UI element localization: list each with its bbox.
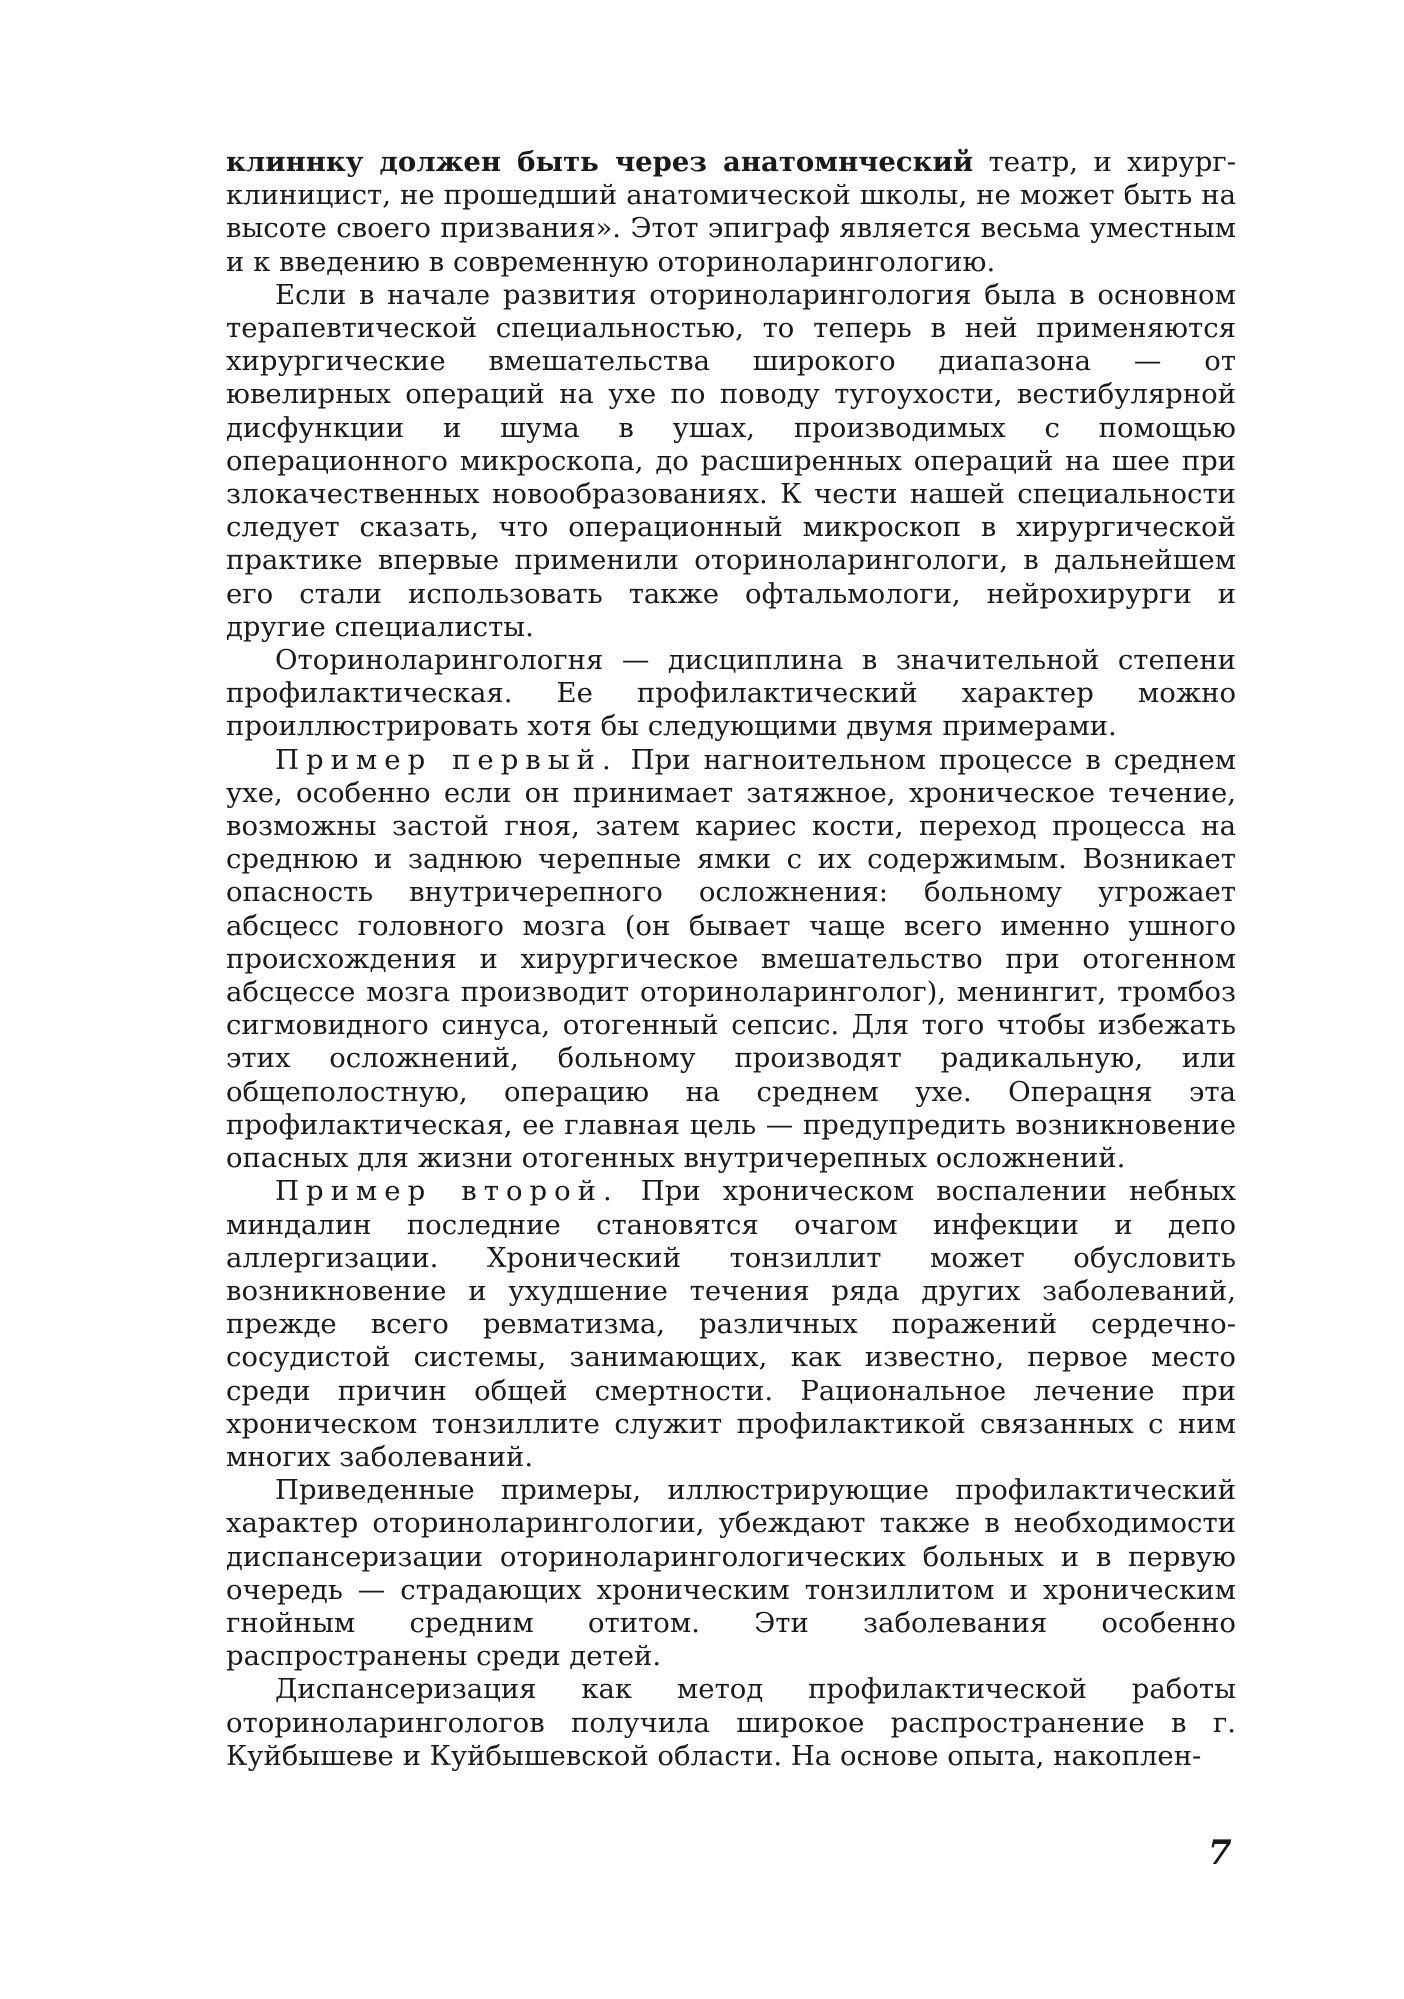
paragraph-7: Диспансеризация как метод профилактической работы оториноларингологов получила широкое распространение в г. Куйбышеве и Куйбышевской области. На основе опыта, накоплен-: [226, 1673, 1236, 1772]
paragraph-3: Оториноларингологня — дисциплина в значительной степени профилактическая. Ее профилактический характер можно проиллюстрировать хотя бы следующими двумя примерами.: [226, 644, 1236, 743]
paragraph-example-1: [226, 744, 1236, 1176]
page-body: [226, 146, 1236, 1773]
example-1-text: При нагноительном процессе в среднем ухе, особенно если он принимает затяжное, хроническое течение, возможны застой гноя, затем кариес кости, переход процесса на среднюю и заднюю черепные ямки с их содержимым. Возникает опасность внутричерепного осложнения: больному угрожает абсцесс головного мозга (он бывает чаще всего именно ушного происхождения и хирургическое вмешательство при отогенном абсцессе мозга производит оториноларинголог), менингит, тромбоз сигмовидного синуса, отогенный сепсис. Для того чтобы избежать этих осложнений, больному производят радикальную, или общеполостную, операцию на среднем ухе. Операцня эта профилактическая, ее главная цель — предупредить возникновение опасных для жизни отогенных внутричерепных осложнений.: [226, 743, 1236, 1175]
paragraph-6: Приведенные примеры, иллюстрирующие профилактический характер оториноларингологии, убеждают также в необходимости диспансеризации оториноларингологических больных и в первую очередь — страдающих хроническим тонзиллитом и хроническим гнойным средним отитом. Эти заболевания особенно распространены среди детей.: [226, 1474, 1236, 1673]
example-1-heading: Пример первый.: [275, 743, 618, 776]
paragraph-1-text: театр, и хирург-клиницист, не прошедший анатомической школы, не может быть на высоте своего призвания». Этот эпиграф является весьма уместным и к введению в современную оториноларингологию.: [226, 146, 1236, 278]
paragraph-1: [226, 146, 1236, 279]
paragraph-example-2: [226, 1175, 1236, 1474]
page-number: 7: [1208, 1833, 1232, 1873]
paragraph-2: Если в начале развития оториноларингология была в основном терапевтической специальностью, то теперь в ней применяются хирургические вмешательства широкого диапазона — от ювелирных операций на ухе по поводу тугоухости, вестибулярной дисфункции и шума в ушах, производимых с помощью операционного микроскопа, до расширенных операций на шее при злокачественных новообразованиях. К чести нашей специальности следует сказать, что операционный микроскоп в хирургической практике впервые применили оториноларингологи, в дальнейшем его стали использовать также офтальмологи, нейрохирурги и другие специалисты.: [226, 278, 1236, 643]
example-2-text: При хроническом воспалении небных миндалин последние становятся очагом инфекции и депо аллергизации. Хронический тонзиллит может обусловить возникновение и ухудшение течения ряда других заболеваний, прежде всего ревматизма, различных поражений сердечно-сосудистой системы, занимающих, как известно, первое место среди причин общей смертности. Рациональное лечение при хроническом тонзиллите служит профилактикой связанных с ним многих заболеваний.: [226, 1175, 1236, 1473]
example-2-heading: Пример второй.: [275, 1175, 619, 1208]
paragraph-1-bold-lead: клиннку должен быть через анатомнческий: [226, 146, 974, 178]
